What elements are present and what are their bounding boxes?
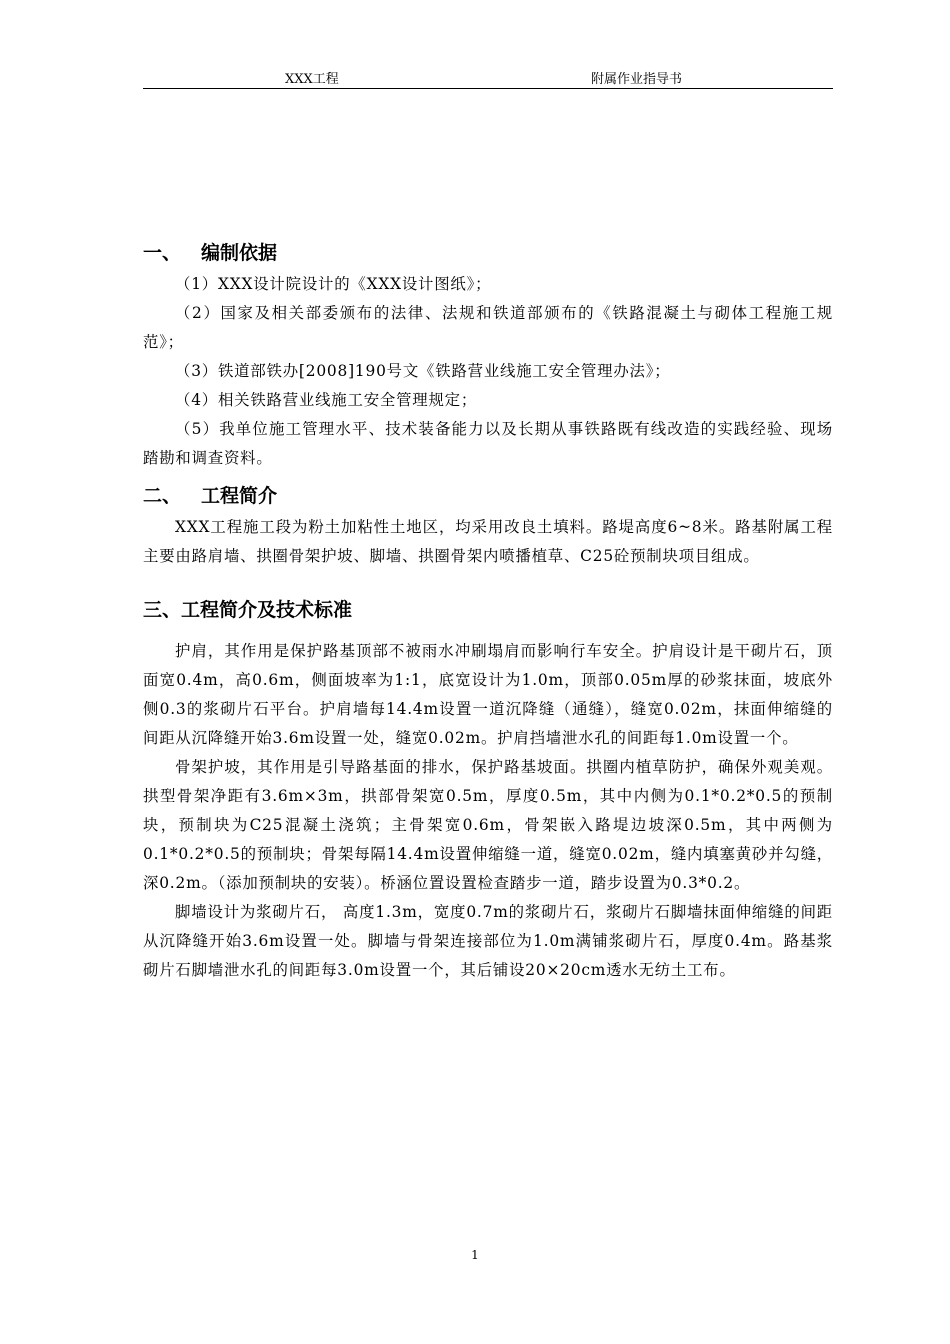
section-heading-1 — [143, 236, 833, 270]
basis-item-4: （4）相关铁路营业线施工安全管理规定； — [175, 391, 478, 409]
section-title-1: 编制依据 — [201, 242, 278, 264]
page-number: 1 — [471, 1248, 479, 1262]
section-title-3: 三、工程简介及技术标准 — [143, 599, 353, 621]
section-number-1: 一、 — [143, 242, 182, 264]
shoulder-paragraph: 护肩，其作用是保护路基顶部不被雨水冲刷塌肩而影响行车安全。护肩设计是干砌片石，顶面宽0.4m，高0.6m，侧面坡率为1:1，底宽设计为1.0m，顶部0.05m厚的砂浆抹面，坡底外侧0.3的浆砌片石平台。护肩墙每14.4m设置一道沉降缝（通缝），缝宽0.02m，抹面伸缩缝的间距从沉降缝开始3.6m设置一处，缝宽0.02m。护肩挡墙泄水孔的间距每1.0m设置一个。 — [143, 642, 833, 747]
basis-item-5: （5）我单位施工管理水平、技术装备能力以及长期从事铁路既有线改造的实践经验、现场踏勘和调查资料。 — [143, 420, 833, 467]
basis-item-1: （1）XXX设计院设计的《XXX设计图纸》； — [175, 275, 492, 293]
foot-wall-paragraph: 脚墙设计为浆砌片石， 高度1.3m，宽度0.7m的浆砌片石，浆砌片石脚墙抹面伸缩缝的间距从沉降缝开始3.6m设置一处。脚墙与骨架连接部位为1.0m满铺浆砌片石，厚度0.4m。路基浆砌片石脚墙泄水孔的间距每3.0m设置一个，其后铺设20×20cm透水无纺土工布。 — [143, 903, 833, 979]
header-doc-title: 附属作业指导书 — [591, 72, 683, 87]
section-heading-3 — [143, 593, 833, 627]
slope-frame-paragraph: 骨架护坡，其作用是引导路基面的排水，保护路基坡面。拱圈内植草防护，确保外观美观。拱型骨架净距有3.6m×3m，拱部骨架宽0.5m，厚度0.5m，其中内侧为0.1*0.2*0.5的预制块，预制块为C25混凝土浇筑；主骨架宽0.6m，骨架嵌入路堤边坡深0.5m，其中两侧为0.1*0.2*0.5的预制块；骨架每隔14.4m设置伸缩缝一道，缝宽0.02m，缝内填塞黄砂并勾缝，深0.2m。（添加预制块的安装）。桥涵位置设置检查踏步一道，踏步设置为0.3*0.2。 — [143, 758, 833, 892]
page-header — [143, 66, 833, 89]
basis-item-2: （2）国家及相关部委颁布的法律、法规和铁道部颁布的《铁路混凝土与砌体工程施工规范》； — [143, 304, 833, 351]
section-heading-2 — [143, 479, 833, 513]
section-title-2: 工程简介 — [201, 485, 278, 507]
document-body — [143, 236, 833, 985]
header-project-name: XXX工程 — [285, 72, 339, 87]
overview-paragraph: XXX工程施工段为粉土加粘性土地区，均采用改良土填料。路堤高度6~8米。路基附属工程主要由路肩墙、拱圈骨架护坡、脚墙、拱圈骨架内喷播植草、C25砼预制块项目组成。 — [143, 518, 833, 565]
basis-item-3: （3）铁道部铁办[2008]190号文《铁路营业线施工安全管理办法》； — [175, 362, 671, 380]
section-number-2: 二、 — [143, 485, 182, 507]
